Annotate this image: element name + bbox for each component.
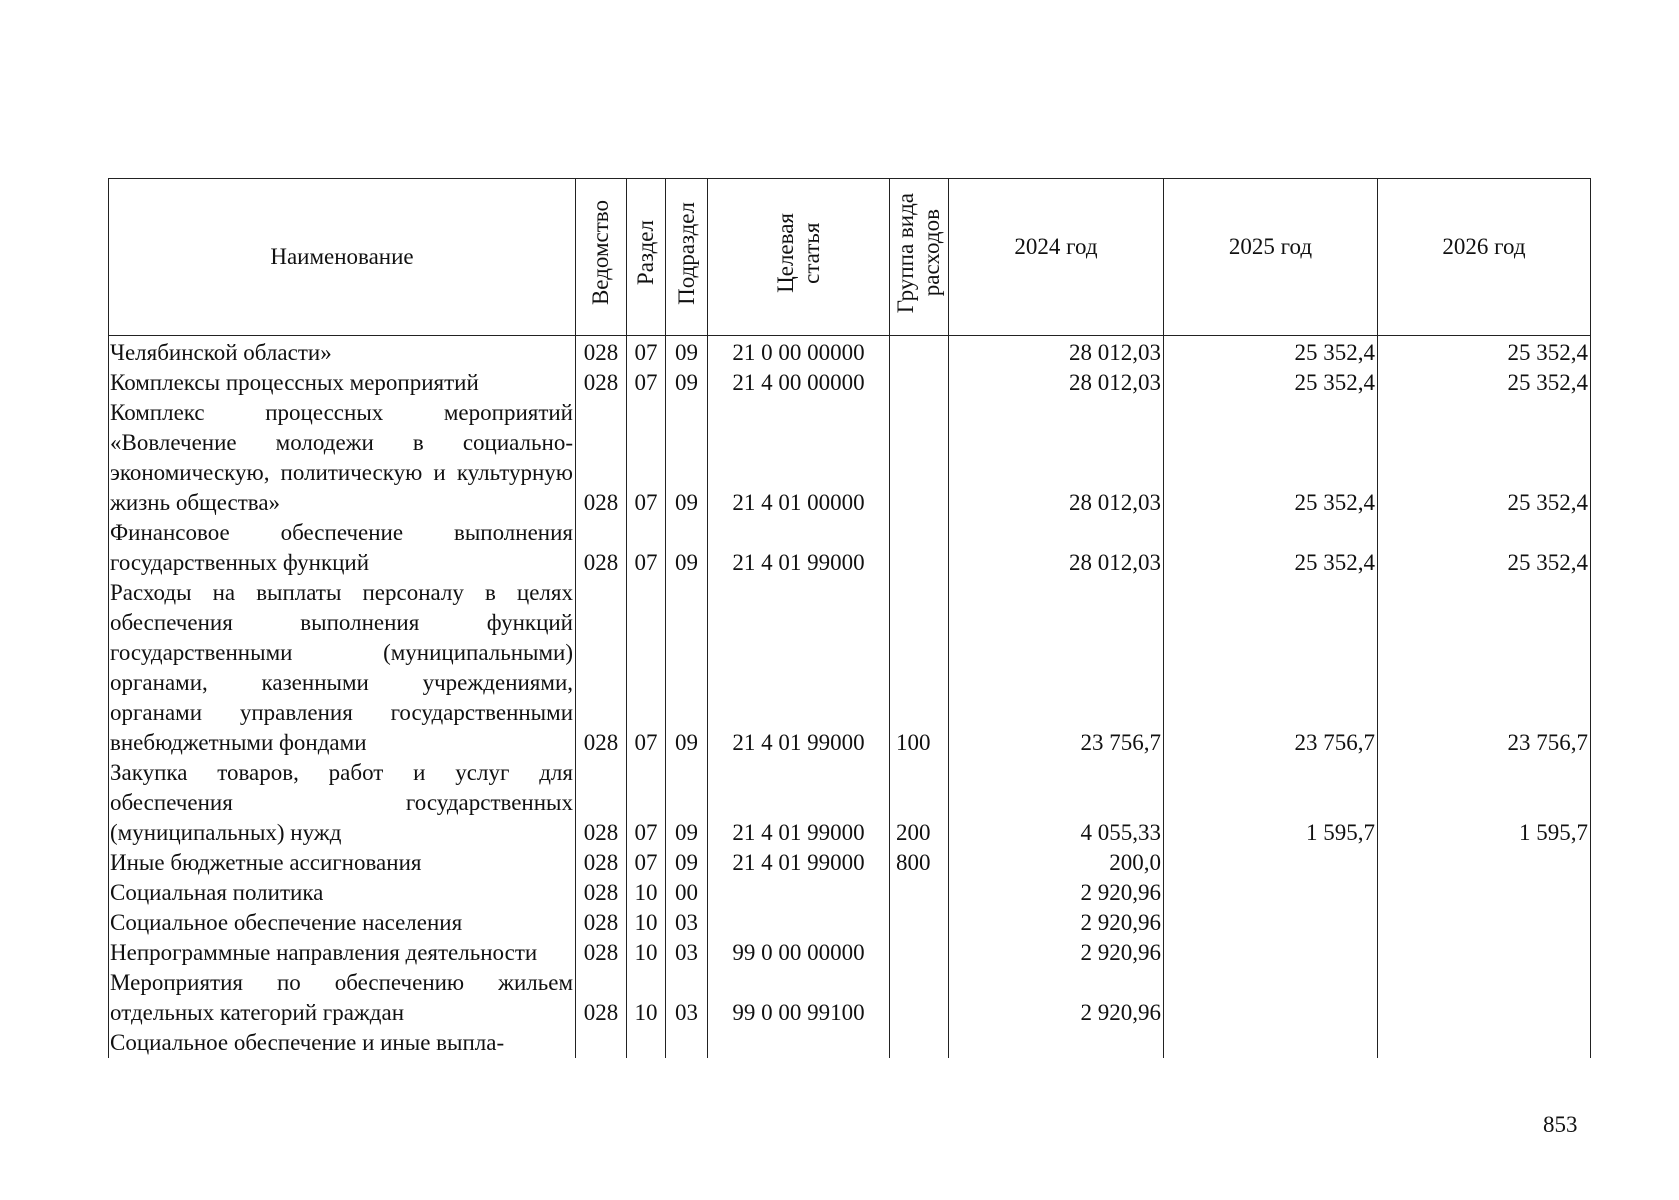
cell-celevaya-statya: 21 4 01 99000 [708, 578, 890, 758]
cell-2025 [1164, 938, 1378, 968]
header-razdel-label: Раздел [633, 220, 658, 286]
cell-gruppa [890, 1028, 949, 1058]
cell-celevaya-statya: 99 0 00 99100 [708, 968, 890, 1028]
table-row [109, 368, 1591, 398]
cell-vedomstvo: 028 [576, 908, 627, 938]
cell-gruppa [890, 938, 949, 968]
cell-celevaya-statya [708, 1028, 890, 1058]
cell-podrazdel: 09 [666, 368, 708, 398]
cell-name: Социальное обеспечение населения [109, 908, 576, 938]
cell-name: Непрограммные направления деятельности [109, 938, 576, 968]
cell-podrazdel: 03 [666, 908, 708, 938]
cell-2026 [1378, 1028, 1591, 1058]
cell-2026: 25 352,4 [1378, 336, 1591, 369]
cell-2026 [1378, 878, 1591, 908]
cell-2026: 23 756,7 [1378, 578, 1591, 758]
cell-vedomstvo: 028 [576, 336, 627, 369]
cell-2024: 2 920,96 [949, 878, 1164, 908]
cell-2025: 25 352,4 [1164, 398, 1378, 518]
header-podrazdel [666, 179, 708, 336]
cell-razdel: 10 [627, 938, 666, 968]
cell-2026: 25 352,4 [1378, 398, 1591, 518]
table-body [109, 336, 1591, 1059]
cell-vedomstvo [576, 1028, 627, 1058]
cell-2024 [949, 1028, 1164, 1058]
table-row [109, 518, 1591, 578]
cell-vedomstvo: 028 [576, 878, 627, 908]
header-podrazdel-label: Подраздел [673, 201, 699, 305]
table-row [109, 848, 1591, 878]
header-celevaya-statya [708, 179, 890, 336]
cell-podrazdel [666, 1028, 708, 1058]
cell-2025 [1164, 908, 1378, 938]
header-year-2024 [949, 179, 1164, 336]
cell-vedomstvo: 028 [576, 848, 627, 878]
cell-name: Социальное обеспечение и иные выпла- [109, 1028, 576, 1058]
cell-2026 [1378, 938, 1591, 968]
cell-gruppa: 100 [890, 578, 949, 758]
cell-gruppa [890, 908, 949, 938]
cell-2024: 23 756,7 [949, 578, 1164, 758]
cell-celevaya-statya: 21 4 01 00000 [708, 398, 890, 518]
cell-name: Закупка товаров, работ и услуг для обеспечения государственных (муниципальных) нужд [109, 758, 576, 848]
header-year-2025 [1164, 179, 1378, 336]
cell-celevaya-statya: 21 0 00 00000 [708, 336, 890, 369]
cell-gruppa: 800 [890, 848, 949, 878]
header-vedomstvo-label: Ведомство [588, 200, 613, 306]
cell-gruppa [890, 336, 949, 369]
table-row [109, 908, 1591, 938]
cell-2025: 23 756,7 [1164, 578, 1378, 758]
header-year-2026-label: 2026 год [1442, 234, 1526, 259]
cell-2025: 25 352,4 [1164, 368, 1378, 398]
cell-razdel: 10 [627, 968, 666, 1028]
cell-podrazdel: 00 [666, 878, 708, 908]
header-name-label: Наименование [270, 244, 414, 269]
budget-table [108, 178, 1591, 1058]
cell-2024: 28 012,03 [949, 518, 1164, 578]
cell-2026: 1 595,7 [1378, 758, 1591, 848]
cell-2024: 4 055,33 [949, 758, 1164, 848]
cell-name: Иные бюджетные ассигнования [109, 848, 576, 878]
table-header [109, 179, 1591, 336]
cell-razdel: 07 [627, 848, 666, 878]
cell-gruppa: 200 [890, 758, 949, 848]
cell-name: Комплексы процессных мероприятий [109, 368, 576, 398]
header-year-2025-label: 2025 год [1228, 234, 1313, 259]
cell-2024: 28 012,03 [949, 368, 1164, 398]
table-row [109, 336, 1591, 369]
cell-podrazdel: 09 [666, 578, 708, 758]
cell-2024: 200,0 [949, 848, 1164, 878]
cell-vedomstvo: 028 [576, 968, 627, 1028]
cell-name: Комплекс процессных мероприятий «Вовлечение молодежи в социально-экономическую, политическую и культурную жизнь общества» [109, 398, 576, 518]
page-number: 853 [1543, 1112, 1578, 1137]
header-vedomstvo [576, 179, 627, 336]
cell-razdel: 07 [627, 336, 666, 369]
header-year-2024-label: 2024 год [1014, 234, 1098, 259]
cell-2025 [1164, 1028, 1378, 1058]
cell-razdel: 07 [627, 368, 666, 398]
cell-celevaya-statya: 21 4 00 00000 [708, 368, 890, 398]
cell-podrazdel: 03 [666, 968, 708, 1028]
cell-podrazdel: 09 [666, 848, 708, 878]
table-row [109, 758, 1591, 848]
header-celevaya-statya-label: Целевая статья [772, 213, 824, 293]
cell-razdel: 07 [627, 518, 666, 578]
cell-podrazdel: 09 [666, 518, 708, 578]
table-row [109, 938, 1591, 968]
table-row [109, 878, 1591, 908]
cell-2025: 25 352,4 [1164, 518, 1378, 578]
cell-name: Мероприятия по обеспечению жильем отдельных категорий граждан [109, 968, 576, 1028]
cell-razdel: 10 [627, 908, 666, 938]
cell-name: Расходы на выплаты персоналу в целях обеспечения выполнения функций государственными (муниципальными) органами, казенными учреждениями, органами управления государственными внебюджетными фондами [109, 578, 576, 758]
cell-gruppa [890, 968, 949, 1028]
cell-gruppa [890, 878, 949, 908]
cell-vedomstvo: 028 [576, 938, 627, 968]
cell-2025 [1164, 968, 1378, 1028]
header-year-2026 [1378, 179, 1591, 336]
table-row [109, 1028, 1591, 1058]
cell-name: Социальная политика [109, 878, 576, 908]
cell-2026 [1378, 848, 1591, 878]
cell-name: Челябинской области» [109, 336, 576, 369]
cell-2026 [1378, 908, 1591, 938]
cell-2024: 2 920,96 [949, 938, 1164, 968]
cell-2026: 25 352,4 [1378, 518, 1591, 578]
table-row [109, 968, 1591, 1028]
cell-vedomstvo: 028 [576, 368, 627, 398]
cell-2024: 28 012,03 [949, 336, 1164, 369]
cell-razdel: 07 [627, 758, 666, 848]
cell-celevaya-statya [708, 878, 890, 908]
cell-2024: 28 012,03 [949, 398, 1164, 518]
cell-celevaya-statya: 99 0 00 00000 [708, 938, 890, 968]
cell-podrazdel: 09 [666, 336, 708, 369]
cell-2026: 25 352,4 [1378, 368, 1591, 398]
cell-2025: 1 595,7 [1164, 758, 1378, 848]
cell-vedomstvo: 028 [576, 578, 627, 758]
table-row [109, 398, 1591, 518]
cell-podrazdel: 09 [666, 398, 708, 518]
cell-razdel: 07 [627, 578, 666, 758]
cell-vedomstvo: 028 [576, 518, 627, 578]
cell-podrazdel: 09 [666, 758, 708, 848]
cell-2025 [1164, 848, 1378, 878]
table-row [109, 578, 1591, 758]
header-razdel [627, 179, 666, 336]
cell-2025 [1164, 878, 1378, 908]
cell-razdel: 07 [627, 398, 666, 518]
cell-gruppa [890, 398, 949, 518]
cell-vedomstvo: 028 [576, 398, 627, 518]
header-gruppa-vida-rashodov [890, 179, 949, 336]
cell-2024: 2 920,96 [949, 968, 1164, 1028]
cell-celevaya-statya: 21 4 01 99000 [708, 758, 890, 848]
cell-razdel [627, 1028, 666, 1058]
cell-2025: 25 352,4 [1164, 336, 1378, 369]
header-gruppa-label: Группа вида расходов [893, 192, 944, 314]
cell-name: Финансовое обеспечение выполнения государственных функций [109, 518, 576, 578]
cell-podrazdel: 03 [666, 938, 708, 968]
cell-razdel: 10 [627, 878, 666, 908]
cell-vedomstvo: 028 [576, 758, 627, 848]
cell-celevaya-statya: 21 4 01 99000 [708, 518, 890, 578]
cell-gruppa [890, 518, 949, 578]
cell-2026 [1378, 968, 1591, 1028]
cell-celevaya-statya [708, 908, 890, 938]
header-name [109, 179, 576, 336]
cell-celevaya-statya: 21 4 01 99000 [708, 848, 890, 878]
cell-2024: 2 920,96 [949, 908, 1164, 938]
cell-gruppa [890, 368, 949, 398]
